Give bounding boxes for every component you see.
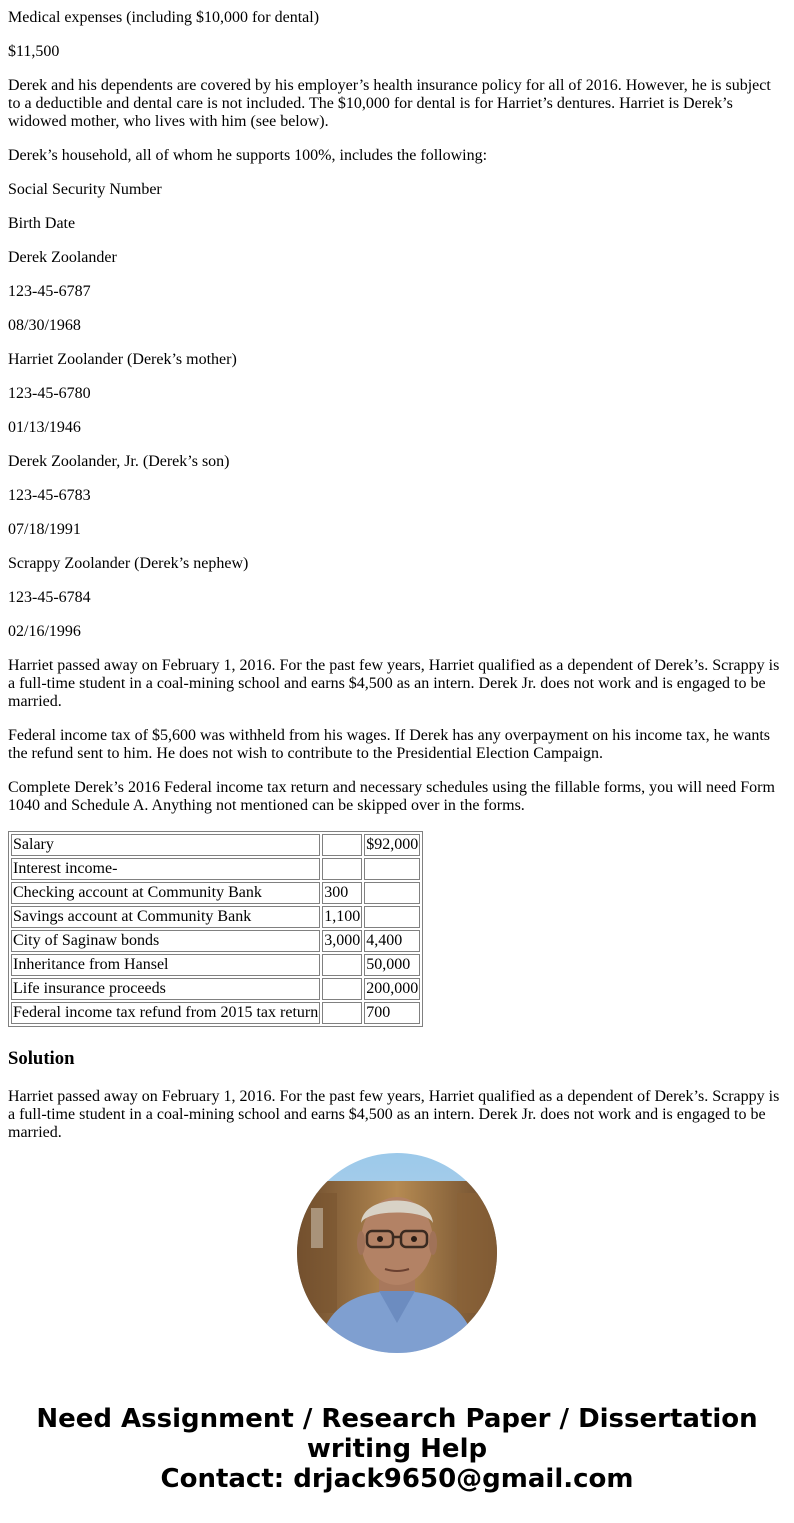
paragraph-person-ssn: 123-45-6784 <box>8 589 91 606</box>
table-cell-amount <box>364 882 420 904</box>
paragraph-birthdate-header: Birth Date <box>8 215 76 232</box>
paragraph-medical-amount: $11,500 <box>8 43 60 60</box>
table-row <box>11 834 420 856</box>
table-row <box>11 906 420 928</box>
paragraph-ssn-header: Social Security Number <box>8 181 162 198</box>
author-avatar <box>297 1153 497 1353</box>
promo-headline: Need Assignment / Research Paper / Dissertation writing Help <box>36 1404 758 1464</box>
table-cell-sub-amount <box>322 858 362 880</box>
table-cell-sub-amount <box>322 834 362 856</box>
table-row <box>11 930 420 952</box>
table-cell-label: Checking account at Community Bank <box>11 882 320 904</box>
paragraph-person-birthdate: 07/18/1991 <box>8 521 81 538</box>
table-cell-sub-amount <box>322 954 362 976</box>
table-cell-label: Salary <box>11 834 320 856</box>
table-cell-amount: 200,000 <box>364 978 420 1000</box>
table-cell-sub-amount: 3,000 <box>322 930 362 952</box>
table-row <box>11 1002 420 1024</box>
table-cell-label: Savings account at Community Bank <box>11 906 320 928</box>
table-cell-amount <box>364 858 420 880</box>
table-cell-amount: $92,000 <box>364 834 420 856</box>
table-cell-amount: 50,000 <box>364 954 420 976</box>
paragraph-withholding: Federal income tax of $5,600 was withheld from his wages. If Derek has any overpayment on his income tax, he wants the refund sent to him. He does not wish to contribute to the Presidential Election Campaign. <box>8 727 771 762</box>
paragraph-person-ssn: 123-45-6783 <box>8 487 91 504</box>
paragraph-household-intro: Derek’s household, all of whom he supports 100%, includes the following: <box>8 147 488 164</box>
solution-text: Harriet passed away on February 1, 2016. For the past few years, Harriet qualified as a dependent of Derek’s. Scrappy is a full-time student in a coal-mining school and earns $4,500 as an intern. Derek Jr. does not work and is engaged to be married. <box>8 1088 780 1141</box>
table-cell-label: Federal income tax refund from 2015 tax return <box>11 1002 320 1024</box>
table-cell-sub-amount: 300 <box>322 882 362 904</box>
table-cell-amount: 700 <box>364 1002 420 1024</box>
paragraph-person-name: Harriet Zoolander (Derek’s mother) <box>8 351 237 368</box>
author-portrait-image <box>297 1153 497 1353</box>
paragraph-instructions: Complete Derek’s 2016 Federal income tax return and necessary schedules using the fillable forms, you will need Form 1040 and Schedule A. Anything not mentioned can be skipped over in the forms. <box>8 779 775 814</box>
paragraph-person-birthdate: 08/30/1968 <box>8 317 81 334</box>
paragraph-person-birthdate: 01/13/1946 <box>8 419 81 436</box>
table-cell-label: Interest income- <box>11 858 320 880</box>
table-cell-label: Life insurance proceeds <box>11 978 320 1000</box>
paragraph-person-name: Scrappy Zoolander (Derek’s nephew) <box>8 555 249 572</box>
table-cell-label: City of Saginaw bonds <box>11 930 320 952</box>
paragraph-person-birthdate: 02/16/1996 <box>8 623 81 640</box>
paragraph-person-ssn: 123-45-6780 <box>8 385 91 402</box>
table-row <box>11 954 420 976</box>
income-table <box>8 831 423 1027</box>
table-row <box>11 882 420 904</box>
table-row <box>11 858 420 880</box>
paragraph-person-ssn: 123-45-6787 <box>8 283 91 300</box>
solution-heading: Solution <box>8 1048 75 1069</box>
table-cell-amount <box>364 906 420 928</box>
table-cell-sub-amount: 1,100 <box>322 906 362 928</box>
paragraph-medical-expenses: Medical expenses (including $10,000 for dental) <box>8 9 320 26</box>
paragraph-person-name: Derek Zoolander, Jr. (Derek’s son) <box>8 453 230 470</box>
document-body <box>8 0 784 1158</box>
paragraph-person-name: Derek Zoolander <box>8 249 117 266</box>
paragraph-harriet-note: Harriet passed away on February 1, 2016. For the past few years, Harriet qualified as a dependent of Derek’s. Scrappy is a full-time student in a coal-mining school and earns $4,500 as an intern. Derek Jr. does not work and is engaged to be married. <box>8 657 780 710</box>
table-cell-amount: 4,400 <box>364 930 420 952</box>
table-cell-sub-amount <box>322 978 362 1000</box>
promo-contact: Contact: drjack9650@gmail.com <box>160 1464 634 1494</box>
paragraph-insurance: Derek and his dependents are covered by his employer’s health insurance policy for all of 2016. However, he is subject to a deductible and dental care is not included. The $10,000 for dental is for Harriet’s dentures. Harriet is Derek’s widowed mother, who lives with him (see below). <box>8 77 771 130</box>
table-cell-sub-amount <box>322 1002 362 1024</box>
table-row <box>11 978 420 1000</box>
promo-banner <box>0 1404 794 1494</box>
table-cell-label: Inheritance from Hansel <box>11 954 320 976</box>
